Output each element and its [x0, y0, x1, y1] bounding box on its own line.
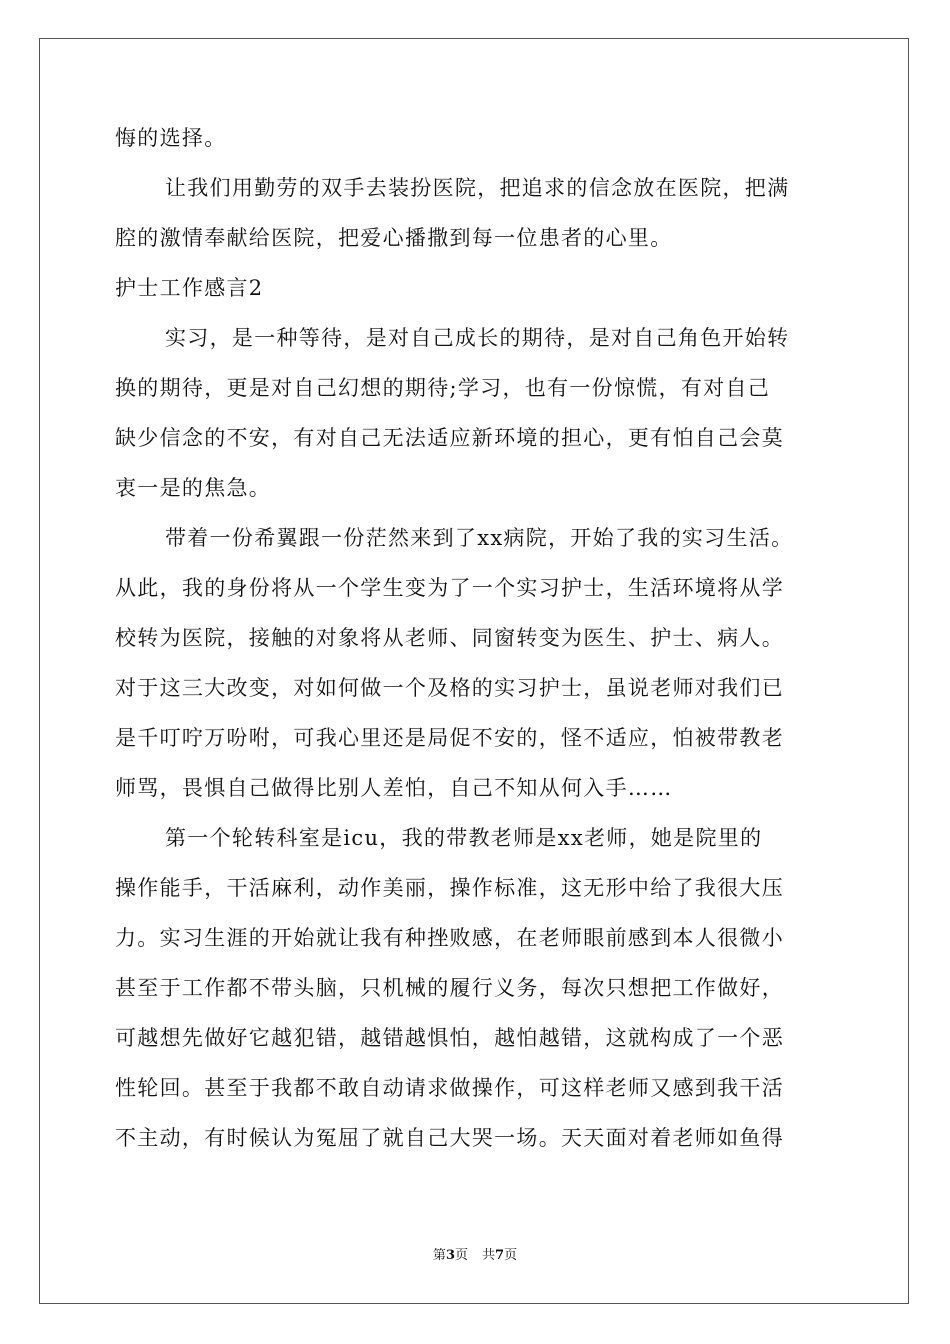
text-line: 缺少信念的不安，有对自己无法适应新环境的担心，更有怕自己会莫 — [115, 426, 784, 450]
page-number: 3 — [445, 1248, 455, 1263]
text-line: 师骂，畏惧自己做得比别人差怕，自己不知从何入手…… — [115, 776, 673, 800]
text-line: 腔的激情奉献给医院，把爱心播撒到每一位患者的心里。 — [115, 226, 673, 250]
text-line: 力。实习生涯的开始就让我有种挫败感，在老师眼前感到本人很微小 — [115, 926, 784, 950]
text-line: 换的期待，更是对自己幻想的期待;学习，也有一份惊慌，有对自己 — [115, 376, 771, 400]
total-pages: 7 — [495, 1248, 505, 1263]
page-label-prefix: 第 — [432, 1248, 446, 1263]
text-line: 不主动，有时候认为冤屈了就自己大哭一场。天天面对着老师如鱼得 — [115, 1126, 784, 1150]
text-line: 带着一份希翼跟一份茫然来到了xx病院，开始了我的实习生活。 — [165, 526, 794, 550]
text-line: 悔的选择。 — [115, 126, 227, 150]
text-line: 对于这三大改变，对如何做一个及格的实习护士，虽说老师对我们已 — [115, 676, 784, 700]
total-label-prefix: 共 — [482, 1248, 496, 1263]
document-body — [115, 126, 835, 1176]
text-line: 实习，是一种等待，是对自己成长的期待，是对自己角色开始转 — [165, 326, 790, 350]
page-label-suffix: 页 — [454, 1248, 468, 1263]
text-line: 第一个轮转科室是icu，我的带教老师是xx老师，她是院里的 — [165, 826, 763, 850]
text-line: 护士工作感言2 — [115, 276, 264, 300]
text-line: 可越想先做好它越犯错，越错越惧怕，越怕越错，这就构成了一个恶 — [115, 1026, 784, 1050]
text-line: 甚至于工作都不带头脑，只机械的履行义务，每次只想把工作做好， — [115, 976, 784, 1000]
page-footer — [0, 1248, 950, 1264]
text-line: 操作能手，干活麻利，动作美丽，操作标准，这无形中给了我很大压 — [115, 876, 784, 900]
text-line: 性轮回。甚至于我都不敢自动请求做操作，可这样老师又感到我干活 — [115, 1076, 784, 1100]
text-line: 校转为医院，接触的对象将从老师、同窗转变为医生、护士、病人。 — [115, 626, 784, 650]
text-line: 衷一是的焦急。 — [115, 476, 272, 500]
text-line: 从此，我的身份将从一个学生变为了一个实习护士，生活环境将从学 — [115, 576, 784, 600]
text-line: 让我们用勤劳的双手去装扮医院，把追求的信念放在医院，把满 — [165, 176, 790, 200]
total-label-suffix: 页 — [504, 1248, 518, 1263]
text-line: 是千叮咛万吩咐，可我心里还是局促不安的，怪不适应，怕被带教老 — [115, 726, 784, 750]
